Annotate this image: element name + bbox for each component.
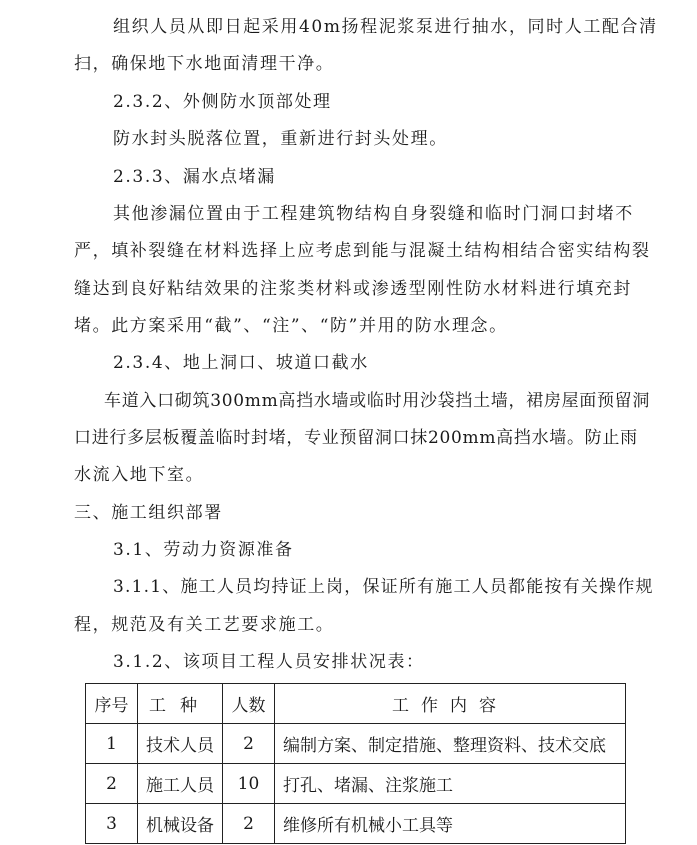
table-row	[86, 764, 626, 804]
paragraph-line: 口进行多层板覆盖临时封堵，专业预留洞口抹200mm高挡水墙。防止雨	[74, 428, 638, 448]
paragraph-line: 组织人员从即日起采用40m扬程泥浆泵进行抽水，同时人工配合清	[113, 17, 658, 37]
header-content: 工作内容	[275, 684, 626, 724]
table-header-row	[86, 684, 626, 724]
paragraph-line: 严，填补裂缝在材料选择上应考虑到能与混凝土结构相结合密实结构裂	[74, 241, 651, 261]
paragraph-line: 程，规范及有关工艺要求施工。	[74, 615, 335, 635]
row-number: 3	[86, 804, 138, 844]
section-heading: 2.3.4、地上洞口、坡道口截水	[113, 353, 369, 373]
section-heading: 2.3.2、外侧防水顶部处理	[113, 92, 332, 112]
staff-arrangement-table	[85, 683, 626, 844]
header-number: 序号	[86, 684, 138, 724]
row-count: 2	[223, 804, 275, 844]
row-count: 10	[223, 764, 275, 804]
header-type: 工种	[138, 684, 223, 724]
row-type: 技术人员	[138, 724, 223, 764]
row-content: 维修所有机械小工具等	[275, 804, 626, 844]
header-count: 人数	[223, 684, 275, 724]
row-type: 施工人员	[138, 764, 223, 804]
paragraph-line: 扫，确保地下水地面清理干净。	[74, 54, 335, 74]
section-heading: 三、施工组织部署	[74, 503, 223, 523]
row-type: 机械设备	[138, 804, 223, 844]
paragraph-line: 3.1.1、施工人员均持证上岗，保证所有施工人员都能按有关操作规	[113, 577, 654, 597]
row-number: 2	[86, 764, 138, 804]
paragraph-line: 缝达到良好粘结效果的注浆类材料或渗透型刚性防水材料进行填充封	[74, 279, 632, 299]
table-row	[86, 804, 626, 844]
row-content: 打孔、堵漏、注浆施工	[275, 764, 626, 804]
paragraph-line: 水流入地下室。	[74, 465, 205, 485]
paragraph-line: 其他渗漏位置由于工程建筑物结构自身裂缝和临时门洞口封堵不	[113, 204, 634, 224]
section-heading: 3.1.2、该项目工程人员安排状况表：	[113, 652, 425, 672]
section-heading: 2.3.3、漏水点堵漏	[113, 167, 276, 187]
paragraph-line: 防水封头脱落位置，重新进行封头处理。	[113, 129, 448, 149]
paragraph-line: 堵。此方案采用“截”、“注”、“防”并用的防水理念。	[74, 316, 508, 336]
table-row	[86, 724, 626, 764]
paragraph-line: 车道入口砌筑300mm高挡水墙或临时用沙袋挡土墙，裙房屋面预留洞	[104, 391, 651, 411]
row-number: 1	[86, 724, 138, 764]
section-heading: 3.1、劳动力资源准备	[113, 540, 294, 560]
row-count: 2	[223, 724, 275, 764]
row-content: 编制方案、制定措施、整理资料、技术交底	[275, 724, 626, 764]
